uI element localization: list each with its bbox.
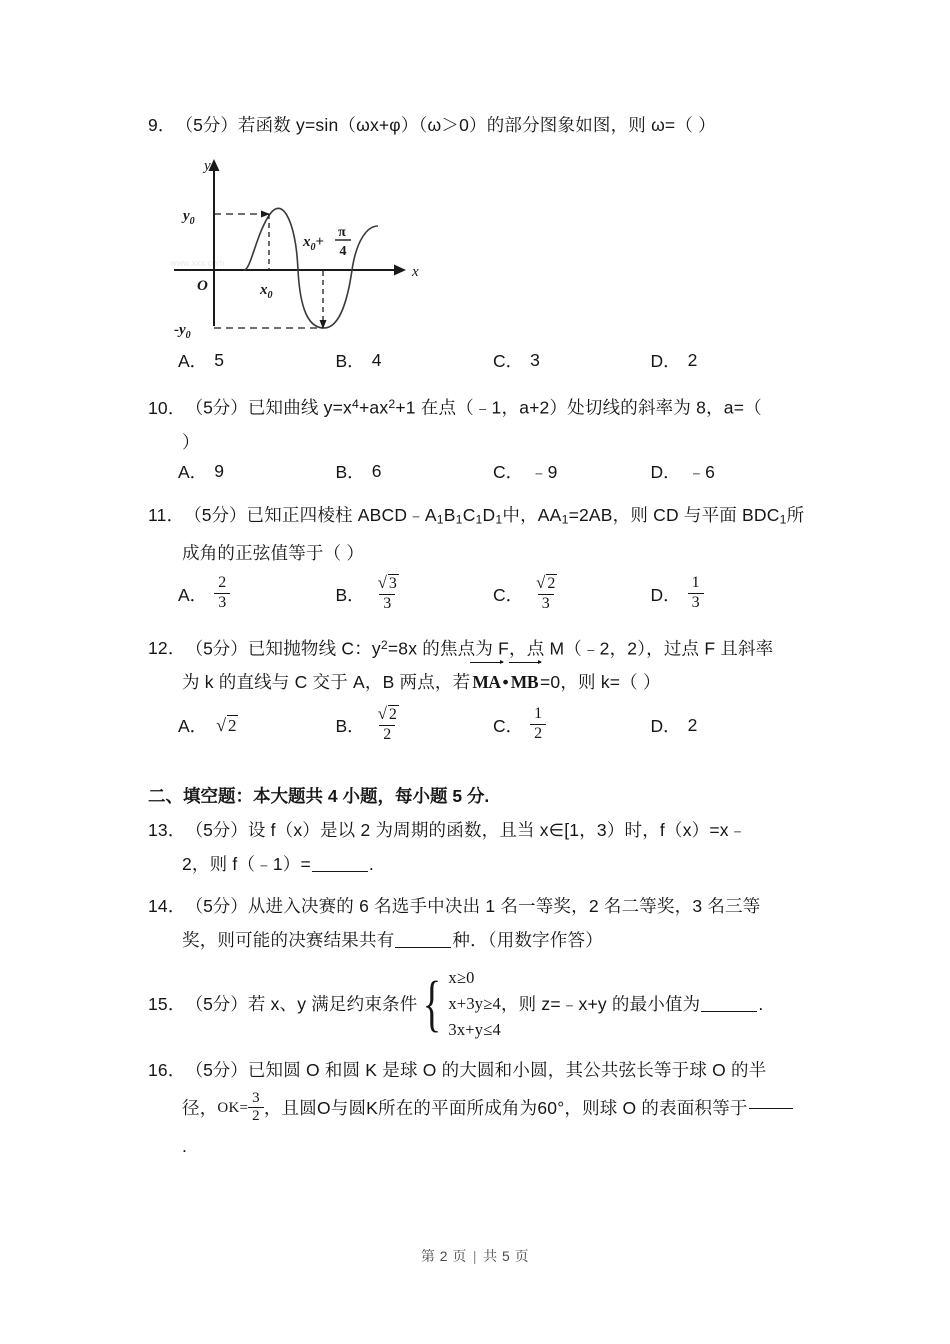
fraction-sqrt2-over-2 (372, 704, 403, 744)
ok-label: OK= (217, 1100, 249, 1117)
question-10-option-b[interactable] (336, 459, 494, 484)
exponent-4: 4 (352, 397, 360, 411)
option-c-value: ﹣9 (530, 461, 558, 482)
fraction-denominator: 2 (248, 1107, 264, 1125)
fraction-sqrt3-over-3 (372, 573, 403, 613)
fraction-numerator: 1 (691, 574, 700, 592)
question-11-pre: 已知正四棱柱 ABCD﹣A (246, 504, 437, 525)
question-10-options (148, 459, 808, 484)
question-14-line2-post: 种．（用数字作答） (452, 930, 603, 951)
fraction-three-halves (248, 1090, 264, 1126)
svg-text:π: π (338, 225, 346, 240)
question-16-line2-pre: 径， (182, 1098, 218, 1119)
letter-d: D (482, 504, 496, 525)
question-11-option-a[interactable] (178, 574, 336, 614)
option-d-label: D． (650, 584, 681, 605)
option-a-label: A． (178, 351, 208, 371)
question-16 (148, 1051, 808, 1165)
question-12-points: （5分） (185, 638, 248, 659)
question-16-line3: . (182, 1136, 188, 1157)
constraint-3: 3x+y≤4 (448, 1020, 501, 1040)
option-c-label: C． (493, 461, 524, 482)
sub-c1: 1 (475, 512, 483, 527)
exponent-2: 2 (380, 637, 388, 652)
fraction-two-thirds (214, 574, 230, 612)
question-9-options (148, 348, 808, 373)
answer-blank-15[interactable] (701, 1011, 757, 1012)
question-15-number: 15． (148, 994, 186, 1015)
footer-current-page: 第 2 页 (420, 1248, 467, 1264)
question-15-post-end: . (758, 994, 764, 1015)
question-13-points: （5分） (185, 820, 248, 841)
sub-d1: 1 (495, 512, 503, 527)
question-10-text-pre: 已知曲线 y=x (247, 397, 352, 418)
question-15 (148, 965, 808, 1043)
question-13-number: 13． (148, 820, 186, 841)
option-c-label: C． (493, 351, 524, 371)
question-12-number: 12． (148, 638, 186, 659)
fraction-sqrt2-over-3 (530, 573, 561, 613)
fraction-denominator: 3 (379, 594, 395, 613)
section-2-heading: 二、填空题：本大题共 4 小题，每小题 5 分. (148, 786, 490, 807)
question-11-line2: 成角的正弦值等于（ ） (182, 543, 365, 564)
fraction-numerator: 1 (534, 705, 543, 723)
fraction-numerator (530, 573, 561, 593)
question-10-text-mid: +ax (359, 397, 389, 418)
option-b-value: 4 (371, 350, 382, 370)
fraction-denominator: 3 (538, 594, 554, 613)
question-12 (148, 628, 808, 700)
origin-label: O (197, 278, 208, 294)
question-11 (148, 498, 808, 571)
question-10-points: （5分） (185, 397, 248, 418)
question-12-option-b[interactable] (336, 705, 494, 745)
exam-content (148, 108, 808, 1165)
constraint-2: x+3y≥4 (448, 994, 501, 1014)
fraction-denominator: 3 (688, 593, 704, 612)
option-a-value: 5 (214, 350, 224, 370)
question-9-text: 若函数 y=sin（ωx+φ）（ω＞0）的部分图象如图，则 ω=（ ） (237, 115, 716, 135)
question-9-option-a[interactable] (178, 348, 336, 373)
question-11-post: =2AB，则 CD 与平面 BDC (568, 504, 780, 525)
sqrt-radicand: 2 (227, 715, 237, 735)
option-c-value: 3 (530, 350, 540, 370)
question-13-line1: 设 f（x）是以 2 为周期的函数，且当 x∈[1，3）时，f（x）=x﹣ (247, 820, 747, 841)
question-16-points: （5分） (185, 1060, 248, 1081)
svg-text:x0+: $x_0+$ (303, 234, 325, 253)
question-14-number: 14． (148, 896, 186, 917)
question-13-line2-post: . (368, 854, 374, 875)
question-10 (148, 387, 808, 459)
sub-aa1: 1 (561, 512, 569, 527)
question-12-option-c[interactable] (493, 705, 651, 745)
question-11-option-c[interactable] (493, 574, 651, 614)
footer-separator: | (472, 1248, 478, 1264)
answer-blank-14[interactable] (395, 947, 451, 948)
question-9-option-b[interactable] (336, 348, 494, 373)
vector-ma: MA (470, 665, 502, 699)
question-10-text-post: +1 在点（﹣1，a+2）处切线的斜率为 8，a=（ (395, 397, 762, 418)
option-d-value: ﹣6 (687, 461, 715, 482)
fraction-one-third (688, 574, 704, 612)
option-b-label: B． (335, 461, 365, 482)
constraint-1: x≥0 (448, 968, 475, 988)
question-12-option-d[interactable] (651, 705, 809, 745)
option-a-label: A． (178, 715, 208, 736)
fraction-numerator: 2 (218, 574, 227, 592)
question-14 (148, 889, 808, 957)
option-c-label: C． (493, 584, 524, 605)
option-d-label: D． (650, 715, 681, 736)
question-11-number: 11． (148, 504, 185, 525)
letter-b: B (443, 504, 456, 525)
fraction-numerator: 3 (252, 1089, 260, 1106)
question-16-line2-mid: ，且圆O与圆K所在的平面所成角为60°，则球 O 的表面积等于 (263, 1098, 748, 1119)
question-10-line2: ） (182, 431, 200, 452)
question-10-option-d[interactable] (651, 459, 809, 484)
svg-text:4: 4 (339, 244, 347, 259)
question-16-line1: 已知圆 O 和圆 K 是球 O 的大圆和小圆，其公共弦长等于球 O 的半 (247, 1060, 767, 1081)
option-b-label: B． (335, 715, 365, 736)
sine-wave-figure (156, 148, 436, 344)
fraction-denominator: 2 (379, 725, 395, 744)
answer-blank-16[interactable] (749, 1108, 793, 1109)
exponent-2: 2 (388, 397, 396, 411)
question-11-options (148, 574, 808, 614)
fraction-denominator: 3 (214, 593, 230, 612)
question-14-line2-pre: 奖，则可能的决赛结果共有 (182, 930, 395, 951)
sub-a1: 1 (436, 512, 444, 527)
x-axis-arrow (394, 265, 406, 276)
question-13 (148, 813, 808, 881)
vector-mb: MB (509, 665, 540, 699)
sqrt-icon: √ 2 (377, 704, 397, 724)
y-axis-label: y (204, 158, 211, 174)
sqrt-icon: √ 3 (377, 573, 397, 593)
question-14-line1: 从进入决赛的 6 名选手中决出 1 名一等奖，2 名二等奖，3 名三等 (247, 896, 761, 917)
question-14-points: （5分） (185, 896, 248, 917)
option-d-value: 2 (687, 350, 698, 370)
option-d-value: 2 (687, 714, 698, 735)
footer-total-pages: 共 5 页 (483, 1248, 530, 1264)
option-a-value: 9 (214, 460, 224, 481)
question-12-post: =8x 的焦点为 F，点 M（﹣2，2），过点 F 且斜率 (387, 638, 774, 659)
option-b-value: 6 (371, 460, 382, 481)
question-11-mid: 中，AA (502, 504, 562, 525)
neg-y0-label: $-y_0$ (174, 322, 191, 341)
question-12-options (148, 705, 808, 745)
question-9-points: （5分） (175, 115, 238, 135)
option-d-label: D． (650, 351, 681, 371)
option-d-label: D． (650, 461, 681, 482)
question-12-pre: 已知抛物线 C：y (247, 638, 381, 659)
question-11-points: （5分） (184, 504, 247, 525)
fraction-numerator (372, 704, 403, 724)
fraction-one-half (530, 705, 546, 743)
letter-c: C (462, 504, 476, 525)
question-10-option-c[interactable] (493, 459, 651, 484)
watermark-text: www.xxx.com (170, 258, 225, 268)
question-12-line2-pre: 为 k 的直线与 C 交于 A，B 两点，若 (182, 672, 471, 693)
x0-plus-pi-over-4-label (302, 225, 351, 259)
y0-label: $y_0$ (183, 208, 195, 227)
question-11-end: 所 (786, 504, 805, 525)
sub-b1: 1 (455, 512, 463, 527)
sub-c1-plane: 1 (779, 512, 787, 527)
question-12-line2-post: =0，则 k=（ ） (540, 672, 661, 693)
sine-curve (244, 208, 378, 328)
question-9-option-c[interactable] (493, 348, 651, 373)
question-12-option-a[interactable] (178, 705, 336, 745)
page-footer (0, 1246, 950, 1266)
answer-blank-13[interactable] (312, 871, 368, 872)
x-axis-label: x (412, 264, 419, 280)
question-15-pre: 若 x、y 满足约束条件 (247, 994, 418, 1015)
option-b-label: B． (335, 351, 365, 371)
sqrt-icon: √ 2 (536, 573, 556, 593)
question-13-line2-pre: 2，则 f（﹣1）= (182, 854, 311, 875)
question-9-option-d[interactable] (651, 348, 809, 373)
question-10-option-a[interactable] (178, 459, 336, 484)
sqrt-icon: √ 2 (216, 714, 237, 735)
dot-product-operator: • (502, 672, 509, 693)
fraction-denominator: 2 (530, 724, 546, 743)
fraction-numerator (372, 573, 403, 593)
constraint-system: { x≥0 x+3y≥4 3x+y≤4 (417, 965, 501, 1043)
option-c-label: C． (493, 715, 524, 736)
question-16-number: 16． (148, 1060, 186, 1081)
question-15-points: （5分） (185, 994, 248, 1015)
question-9 (148, 108, 808, 142)
option-a-label: A． (178, 584, 208, 605)
option-a-label: A． (178, 461, 208, 482)
question-10-number: 10． (148, 397, 186, 418)
option-b-label: B． (335, 584, 365, 605)
question-11-option-b[interactable] (336, 574, 494, 614)
question-9-number: 9． (148, 115, 176, 135)
question-11-option-d[interactable] (651, 574, 809, 614)
question-15-post-pre: ，则 z=﹣x+y 的最小值为 (500, 994, 701, 1015)
x0-label: $x_0$ (260, 282, 273, 301)
